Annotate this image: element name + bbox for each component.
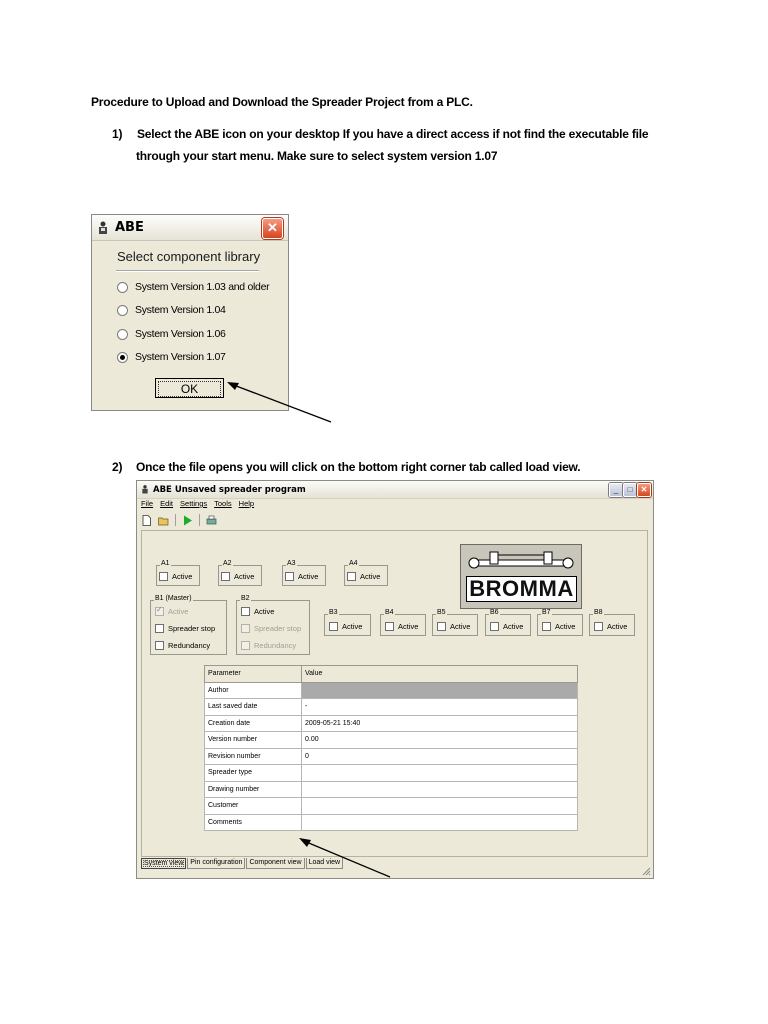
group-label: B8	[594, 609, 603, 616]
param-name: Author	[205, 682, 302, 699]
param-name: Last saved date	[205, 699, 302, 716]
main-window-title: ABE Unsaved spreader program	[153, 484, 306, 495]
table-row[interactable]	[205, 765, 578, 782]
checkbox-label: Active	[234, 572, 255, 581]
checkbox[interactable]	[159, 572, 168, 581]
checkbox-disabled	[241, 624, 250, 633]
group-b2	[236, 595, 310, 655]
group-b4	[380, 609, 426, 636]
checkbox-b6-active[interactable]	[490, 622, 523, 631]
checkbox[interactable]	[285, 572, 294, 581]
group-a4	[344, 560, 388, 586]
radio-button[interactable]	[117, 282, 128, 293]
resize-grip-icon[interactable]	[642, 867, 651, 876]
group-b1-master	[150, 595, 227, 655]
checkbox-b1-active	[155, 607, 188, 616]
param-value[interactable]: -	[302, 699, 578, 716]
tab-pin-configuration[interactable]: Pin configuration	[187, 858, 245, 869]
checkbox-label: Active	[168, 607, 189, 616]
table-row[interactable]	[205, 748, 578, 765]
system-view-panel	[141, 530, 648, 857]
menu-edit[interactable]: Edit	[160, 499, 174, 508]
spreader-illustration	[464, 549, 578, 575]
menu-help[interactable]: Help	[238, 499, 255, 508]
document-title: Procedure to Upload and Download the Spreader Project from a PLC.	[91, 95, 473, 109]
param-name: Revision number	[205, 748, 302, 765]
main-window-titlebar	[137, 481, 653, 499]
table-row[interactable]	[205, 814, 578, 831]
checkbox-label: Active	[450, 622, 471, 631]
radio-label: System Version 1.03 and older	[135, 281, 270, 293]
group-b3	[324, 609, 371, 636]
param-name: Drawing number	[205, 781, 302, 798]
param-value[interactable]	[302, 765, 578, 782]
table-row[interactable]	[205, 798, 578, 815]
group-label: B7	[542, 609, 551, 616]
parameter-table	[204, 665, 578, 831]
checkbox-a4-active[interactable]	[347, 572, 380, 581]
checkbox-b8-active[interactable]	[594, 622, 627, 631]
menubar	[141, 499, 254, 508]
checkbox-label: Redundancy	[168, 641, 211, 650]
checkbox[interactable]	[241, 607, 250, 616]
abe-dialog-titlebar	[92, 215, 288, 241]
tab-load-view[interactable]: Load view	[306, 858, 344, 869]
checkbox[interactable]	[594, 622, 603, 631]
tab-component-view[interactable]: Component view	[246, 858, 304, 869]
param-value[interactable]: 2009-05-21 15:40	[302, 715, 578, 732]
checkbox[interactable]	[155, 624, 164, 633]
group-a2	[218, 560, 262, 586]
step1-text-line2: through your start menu. Make sure to select system version 1.07	[136, 149, 498, 163]
checkbox-a2-active[interactable]	[221, 572, 254, 581]
checkbox-label: Active	[298, 572, 319, 581]
app-person-icon	[97, 221, 109, 235]
checkbox-b2-redundancy	[241, 641, 296, 650]
ok-button[interactable]	[155, 378, 224, 398]
maximize-icon[interactable]: □	[623, 483, 637, 497]
print-icon[interactable]	[206, 515, 217, 526]
radio-label: System Version 1.06	[135, 328, 226, 340]
param-value[interactable]	[302, 798, 578, 815]
checkbox[interactable]	[542, 622, 551, 631]
play-icon[interactable]	[182, 515, 193, 526]
group-label: A3	[287, 560, 296, 567]
table-row[interactable]	[205, 715, 578, 732]
checkbox-b1-spreader-stop[interactable]	[155, 624, 215, 633]
toolbar	[141, 512, 217, 528]
checkbox-label: Spreader stop	[168, 624, 216, 633]
menu-settings[interactable]: Settings	[180, 499, 208, 508]
table-row[interactable]	[205, 682, 578, 699]
step2-number: 2)	[112, 460, 123, 474]
param-value-input[interactable]	[302, 682, 578, 699]
checkbox-b4-active[interactable]	[385, 622, 418, 631]
checkbox-a1-active[interactable]	[159, 572, 192, 581]
checkbox-b7-active[interactable]	[542, 622, 575, 631]
radio-button[interactable]	[117, 305, 128, 316]
checkbox-disabled	[241, 641, 250, 650]
checkbox[interactable]	[221, 572, 230, 581]
group-b8	[589, 609, 635, 636]
arrow-annotation-ok	[225, 380, 337, 426]
group-b7	[537, 609, 583, 636]
group-label: B6	[490, 609, 499, 616]
param-name: Creation date	[205, 715, 302, 732]
radio-option-1-07[interactable]	[117, 351, 226, 363]
group-label: B1 (Master)	[155, 595, 192, 602]
radio-option-1-03[interactable]	[117, 281, 269, 293]
minimize-icon[interactable]: _	[609, 483, 623, 497]
step1-text-line1: Select the ABE icon on your desktop If you have a direct access if not find the executable file	[137, 127, 649, 141]
param-name: Spreader type	[205, 765, 302, 782]
checkbox-a3-active[interactable]	[285, 572, 318, 581]
param-name: Comments	[205, 814, 302, 831]
checkbox-label: Active	[555, 622, 576, 631]
close-icon[interactable]: ✕	[637, 483, 651, 497]
param-value[interactable]: 0	[302, 748, 578, 765]
radio-option-1-04[interactable]	[117, 304, 226, 316]
menu-file[interactable]: File	[141, 499, 154, 508]
ok-button-label: OK	[158, 381, 221, 397]
checkbox-label: Redundancy	[254, 641, 297, 650]
checkbox-label: Active	[360, 572, 381, 581]
new-file-icon[interactable]	[141, 515, 152, 526]
group-a3	[282, 560, 326, 586]
param-value[interactable]: 0.00	[302, 732, 578, 749]
divider	[116, 270, 259, 272]
checkbox-label: Active	[503, 622, 524, 631]
radio-button-selected[interactable]	[117, 352, 128, 363]
step1-number: 1)	[112, 127, 123, 141]
param-name: Customer	[205, 798, 302, 815]
radio-option-1-06[interactable]	[117, 328, 226, 340]
param-value[interactable]	[302, 781, 578, 798]
table-row[interactable]	[205, 781, 578, 798]
table-header-row	[205, 666, 578, 683]
open-folder-icon[interactable]	[158, 515, 169, 526]
arrow-annotation-load-view	[296, 836, 394, 880]
checkbox[interactable]	[155, 641, 164, 650]
checkbox-b2-active[interactable]	[241, 607, 274, 616]
checkbox[interactable]	[329, 622, 338, 631]
group-label: B3	[329, 609, 338, 616]
param-name: Version number	[205, 732, 302, 749]
group-label: A4	[349, 560, 358, 567]
close-icon[interactable]: ✕	[262, 218, 283, 239]
tab-system-view[interactable]: System view	[141, 858, 186, 869]
abe-dialog-heading: Select component library	[117, 249, 261, 264]
group-label: A2	[223, 560, 232, 567]
menu-tools[interactable]: Tools	[214, 499, 232, 508]
group-b6	[485, 609, 531, 636]
table-row[interactable]	[205, 732, 578, 749]
checkbox[interactable]	[490, 622, 499, 631]
checkbox-b2-spreader-stop	[241, 624, 301, 633]
group-a1	[156, 560, 200, 586]
table-row[interactable]	[205, 699, 578, 716]
abe-main-window	[136, 480, 654, 879]
checkbox-label: Active	[172, 572, 193, 581]
toolbar-separator	[175, 514, 176, 526]
radio-button[interactable]	[117, 329, 128, 340]
checkbox-label: Active	[342, 622, 363, 631]
group-label: B4	[385, 609, 394, 616]
checkbox-b1-redundancy[interactable]	[155, 641, 210, 650]
radio-label: System Version 1.07	[135, 351, 226, 363]
group-label: B2	[241, 595, 250, 602]
radio-label: System Version 1.04	[135, 304, 226, 316]
app-person-icon	[141, 484, 149, 495]
abe-dialog-title: ABE	[115, 220, 144, 235]
checkbox-label: Active	[254, 607, 275, 616]
checkbox[interactable]	[347, 572, 356, 581]
checkbox-b3-active[interactable]	[329, 622, 362, 631]
param-value[interactable]	[302, 814, 578, 831]
checkbox[interactable]	[385, 622, 394, 631]
checkbox-checked	[155, 607, 164, 616]
column-header-parameter[interactable]: Parameter	[205, 666, 302, 683]
checkbox-label: Spreader stop	[254, 624, 302, 633]
step2-text-line1: Once the file opens you will click on the bottom right corner tab called load view.	[136, 460, 581, 474]
checkbox-label: Active	[398, 622, 419, 631]
checkbox[interactable]	[437, 622, 446, 631]
column-header-value[interactable]: Value	[302, 666, 578, 683]
toolbar-separator	[199, 514, 200, 526]
checkbox-b5-active[interactable]	[437, 622, 470, 631]
checkbox-label: Active	[607, 622, 628, 631]
group-label: B5	[437, 609, 446, 616]
bromma-logo	[460, 544, 582, 609]
group-b5	[432, 609, 478, 636]
group-label: A1	[161, 560, 170, 567]
bromma-logo-text: BROMMA	[466, 576, 577, 602]
